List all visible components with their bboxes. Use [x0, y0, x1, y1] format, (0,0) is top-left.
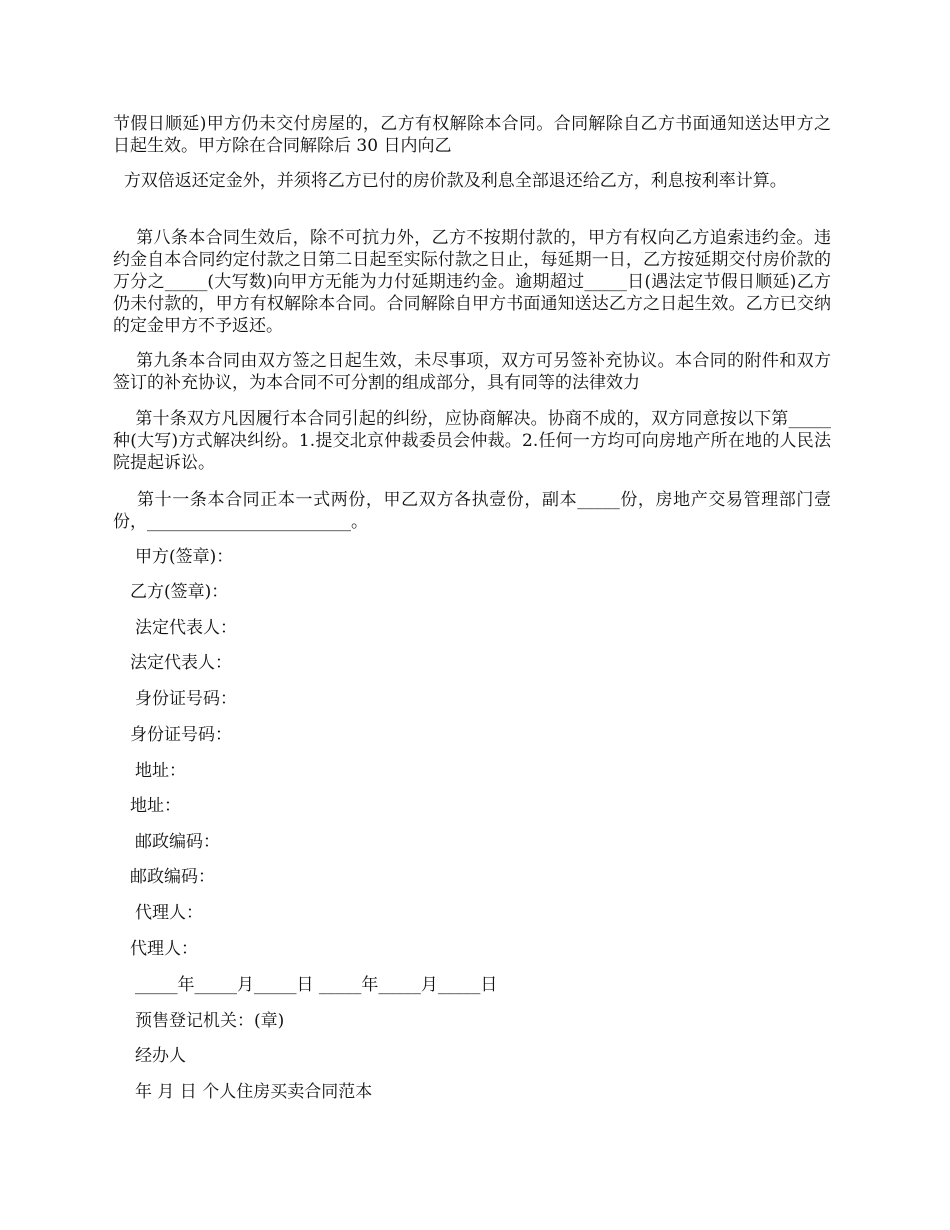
party-a-address-label: 地址： [135, 761, 186, 781]
paragraph-deposit-refund: 方双倍返还定金外，并须将乙方已付的房价款及利息全部退还给乙方，利息按利率计算。 [113, 171, 787, 191]
date-and-title-line: 年 月 日 个人住房买卖合同范本 [135, 1082, 373, 1102]
paragraph-article-eight: 第八条本合同生效后，除不可抗力外，乙方不按期付款的，甲方有权向乙方追索违约金。违约金自本合同约定付款之日第二日起至实际付款之日止，每延期一日，乙方按延期交付房价款的万分之_____(大写数)向甲方无能为力付延期违约金。逾期超过_____日(遇法定节假日顺延)乙方仍未付款的，甲方有权解除本合同。合同解除自甲方书面通知送达乙方之日起生效。乙方已交纳的定金甲方不予返还。 [113, 228, 831, 336]
party-a-signature-label: 甲方(签章)： [135, 547, 234, 567]
paragraph-article-ten: 第十条双方凡因履行本合同引起的纠纷，应协商解决。协商不成的，双方同意按以下第_____种(大写)方式解决纠纷。1.提交北京仲裁委员会仲裁。2.任何一方均可向房地产所在地的人民法院提起诉讼。 [113, 409, 831, 473]
party-b-signature-label: 乙方(签章)： [130, 582, 229, 602]
party-b-address-label: 地址： [130, 796, 181, 816]
party-b-representative-label: 法定代表人： [130, 653, 232, 673]
party-a-agent-label: 代理人： [135, 903, 203, 923]
party-b-postcode-label: 邮政编码： [130, 867, 215, 887]
party-a-id-number-label: 身份证号码： [135, 689, 237, 709]
party-a-postcode-label: 邮政编码： [135, 832, 220, 852]
paragraph-article-seven-end: 节假日顺延)甲方仍未交付房屋的，乙方有权解除本合同。合同解除自乙方书面通知送达甲方之日起生效。甲方除在合同解除后 30 日内向乙 [113, 114, 831, 156]
handler-label: 经办人 [135, 1046, 186, 1066]
party-b-agent-label: 代理人： [130, 939, 198, 959]
party-a-representative-label: 法定代表人： [135, 618, 237, 638]
party-b-id-number-label: 身份证号码： [130, 725, 232, 745]
signing-dates-line: _____年_____月_____日 _____年_____月_____日 [135, 975, 498, 995]
paragraph-article-nine: 第九条本合同由双方签之日起生效，未尽事项，双方可另签补充协议。本合同的附件和双方签订的补充协议，为本合同不可分割的组成部分，具有同等的法律效力 [113, 351, 831, 393]
presale-registration-authority-label: 预售登记机关：(章) [135, 1011, 285, 1031]
paragraph-article-eleven: 第十一条本合同正本一式两份，甲乙双方各执壹份，副本_____份，房地产交易管理部门壹份，________________________。 [113, 490, 831, 532]
